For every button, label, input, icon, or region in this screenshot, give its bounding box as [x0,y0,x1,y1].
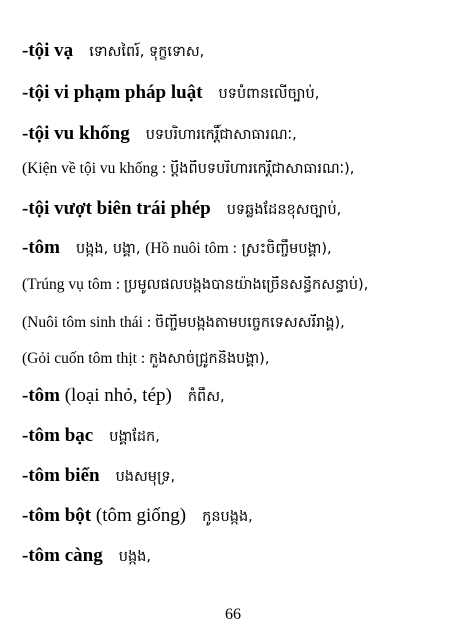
headword: -tôm [22,385,60,406]
headword-gloss: (loại nhỏ, tép) [64,385,172,406]
example-khmer: ស្រះចិញ្ចឹមបង្គា), [241,241,332,257]
example-viet: (Trúng vụ tôm : [22,276,121,293]
headword: -tội vi phạm pháp luật [22,82,203,103]
entry-tom-loai-nho [22,385,452,409]
example-viet: (Kiện về tội vu khống : [22,160,167,177]
khmer-translation: កូនបង្កង, [202,509,253,525]
headword: -tôm bạc [22,425,94,446]
example-khmer: កួងសាច់ជ្រូកនិងបង្គា), [149,351,270,367]
entry-tom-cang [22,545,452,569]
example-goi-cuon-tom-thit [22,350,452,371]
entry-tom-bien [22,465,452,489]
khmer-translation: បទបំពានលើច្បាប់, [218,86,320,102]
example-khmer: ប្តឹងពីបទបរិហារកេរ្តិ៍ជាសាធារណៈ), [170,161,355,177]
entry-tom [22,237,452,261]
headword-gloss: (tôm giống) [95,505,187,526]
headword: -tôm biển [22,465,100,486]
khmer-translation: បងសមុទ្រ, [115,469,176,485]
headword: -tội vu khống [22,123,130,144]
example-khmer: ចិញ្ចឹមបង្កងតាមបច្ចេកទេសសរីរាង្គ), [155,315,345,331]
headword: -tôm [22,237,60,258]
headword: -tội vạ [22,40,74,61]
khmer-translation: បទបរិហារកេរ្តិ៍ជាសាធារណៈ, [145,127,297,143]
example-khmer: ប្រមូលផលបង្កងបានយ៉ាងច្រើនសន្ធឹកសន្ធាប់), [123,277,369,293]
khmer-translation: បង្កង, បង្គា, [75,241,141,257]
khmer-translation: កំពឹស, [187,389,225,405]
headword: -tôm càng [22,545,103,566]
entry-toi-vu-khong [22,123,452,147]
example-nuoi-tom-sinh-thai [22,314,452,335]
example-viet: (Hồ nuôi tôm : [145,240,237,257]
example-kien-ve-toi-vu-khong [22,160,452,181]
headword: -tôm bột [22,505,92,526]
entry-toi-va [22,40,452,64]
entry-toi-vuot-bien-trai-phep [22,198,452,222]
example-viet: (Gỏi cuốn tôm thịt : [22,350,146,367]
khmer-translation: បង្គាដែក, [109,429,160,445]
khmer-translation: ទោសពៃរ៍, ទុក្ខទោស, [89,44,205,60]
entry-tom-bac [22,425,452,449]
entry-tom-bot [22,505,452,529]
example-trung-vu-tom [22,276,452,297]
headword: -tội vượt biên trái phép [22,198,211,219]
example-viet: (Nuôi tôm sinh thái : [22,314,152,331]
khmer-translation: បទឆ្លងដែនខុសច្បាប់, [226,202,342,218]
entry-toi-vi-pham-phap-luat [22,82,452,106]
page-number: 66 [225,606,241,623]
khmer-translation: បង្កង, [118,549,151,565]
